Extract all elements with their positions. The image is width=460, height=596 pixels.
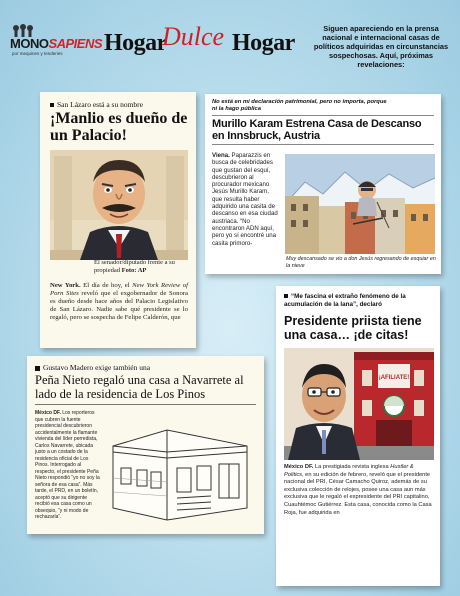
photo-caption: Muy descansado se vio a don Jesús regresando de esquiar en la nieve xyxy=(286,256,436,269)
clipping-kicker: “Me fascina el extraño fenómeno de la acumulación de la lana”, declaró xyxy=(284,293,406,308)
bullet-icon xyxy=(35,366,40,371)
divider xyxy=(212,144,434,145)
house-drawing-image xyxy=(107,412,257,526)
clipping-camacho xyxy=(276,286,440,586)
article-body: New York. El día de hoy, el New York Review of Porn Sites reveló que el exgobernador de Sonora es dueño desde hace años del Palacio Legislativo de San Lázaro. Nadie sabe qué presidente se lo regaló, pero se sospecha de Felipe Calderón, que xyxy=(50,282,188,321)
clipping-pena-nieto xyxy=(27,356,264,534)
clipping-kicker: San Lázaro está a su nombre xyxy=(50,100,143,109)
clipping-kicker: Gustavo Madero exige también una xyxy=(35,363,150,372)
divider xyxy=(35,404,256,405)
clipping-manlio xyxy=(40,92,196,348)
clipping-kicker: No está en mi declaración patrimonial, pero no importa, porque ni la hago pública xyxy=(212,99,387,112)
clipping-headline: Peña Nieto regaló una casa a Navarrete al lado de la residencia de Los Pinos xyxy=(35,373,244,401)
title-word-dulce: Dulce xyxy=(162,22,225,51)
title-word-hogar-1: Hogar xyxy=(104,30,167,56)
article-body: México DF. Los reporteros que cubren la fuente presidencial descubrieron accidentalmente la flamante vivienda del líder perredista, Carlos Navarrete, ubicada justo a un costado de la residencia oficial de Los Pinos. Interrogado al respecto, el presidente Peña Nieto respondió “yo no soy la señora de esa casa”. Más tarde, el PRD, en un boletín, aceptó que su dirigente recibió esa casa como un obsequio, “y ni modo de rechazarla”. xyxy=(35,410,100,520)
article-body: Viena. Paparazzis en busca de celebridades que gustan del esquí, descubrieron al procurador mexicano Jesús Murillo Karam, que resulta haber adquirido una casita de descanso en esa ciudad austriaca. “No encontraron ADN aquí, pero yo sí encontré una casita primoro- xyxy=(212,152,278,247)
clipping-headline: Presidente priista tiene una casa… ¡de citas! xyxy=(284,314,422,342)
divider xyxy=(212,115,434,116)
title-word-hogar-2: Hogar xyxy=(232,30,295,56)
article-body: México DF. La prestigiada revista inglesa Hustler & Politics, en su edición de febrero, reveló que el presidente nacional del PRI, César Camacho Quiroz, además de su exclusiva colección de relojes, posee una casa aun más exclusiva que le regaló el expresidente del PRI capitalino, Cuauhtémoc Gutiérrez. Esta casa, conocida como la Casa Roja, fue adquirida en xyxy=(284,464,432,516)
innsbruck-photo-image xyxy=(285,154,435,254)
intro-text: Siguen apareciendo en la prensa nacional e internacional casas de políticos adquiridas en circunstancias sospechosas. Aquí, próximas revelaciones: xyxy=(313,24,449,69)
page-title xyxy=(104,22,304,68)
clipping-murillo xyxy=(205,94,441,274)
logo-text: MONOSAPIENS xyxy=(10,36,103,51)
bullet-icon xyxy=(284,294,288,298)
monosapiens-logo xyxy=(10,22,103,58)
camacho-caricature-image xyxy=(284,348,434,460)
afiliate-sign-text: ¡AFILIATE! xyxy=(378,375,410,381)
manlio-caricature-image xyxy=(50,150,188,260)
logo-subtitle: por mequines y tenderies xyxy=(12,51,63,56)
clipping-headline: Murillo Karam Estrena Casa de Descanso en Innsbruck, Austria xyxy=(212,118,422,142)
bullet-icon xyxy=(50,103,54,107)
clipping-headline: ¡Manlio es dueño de un Palacio! xyxy=(50,110,188,144)
photo-caption: El senador/diputado frente a su propiedad Foto: AP xyxy=(94,259,175,274)
